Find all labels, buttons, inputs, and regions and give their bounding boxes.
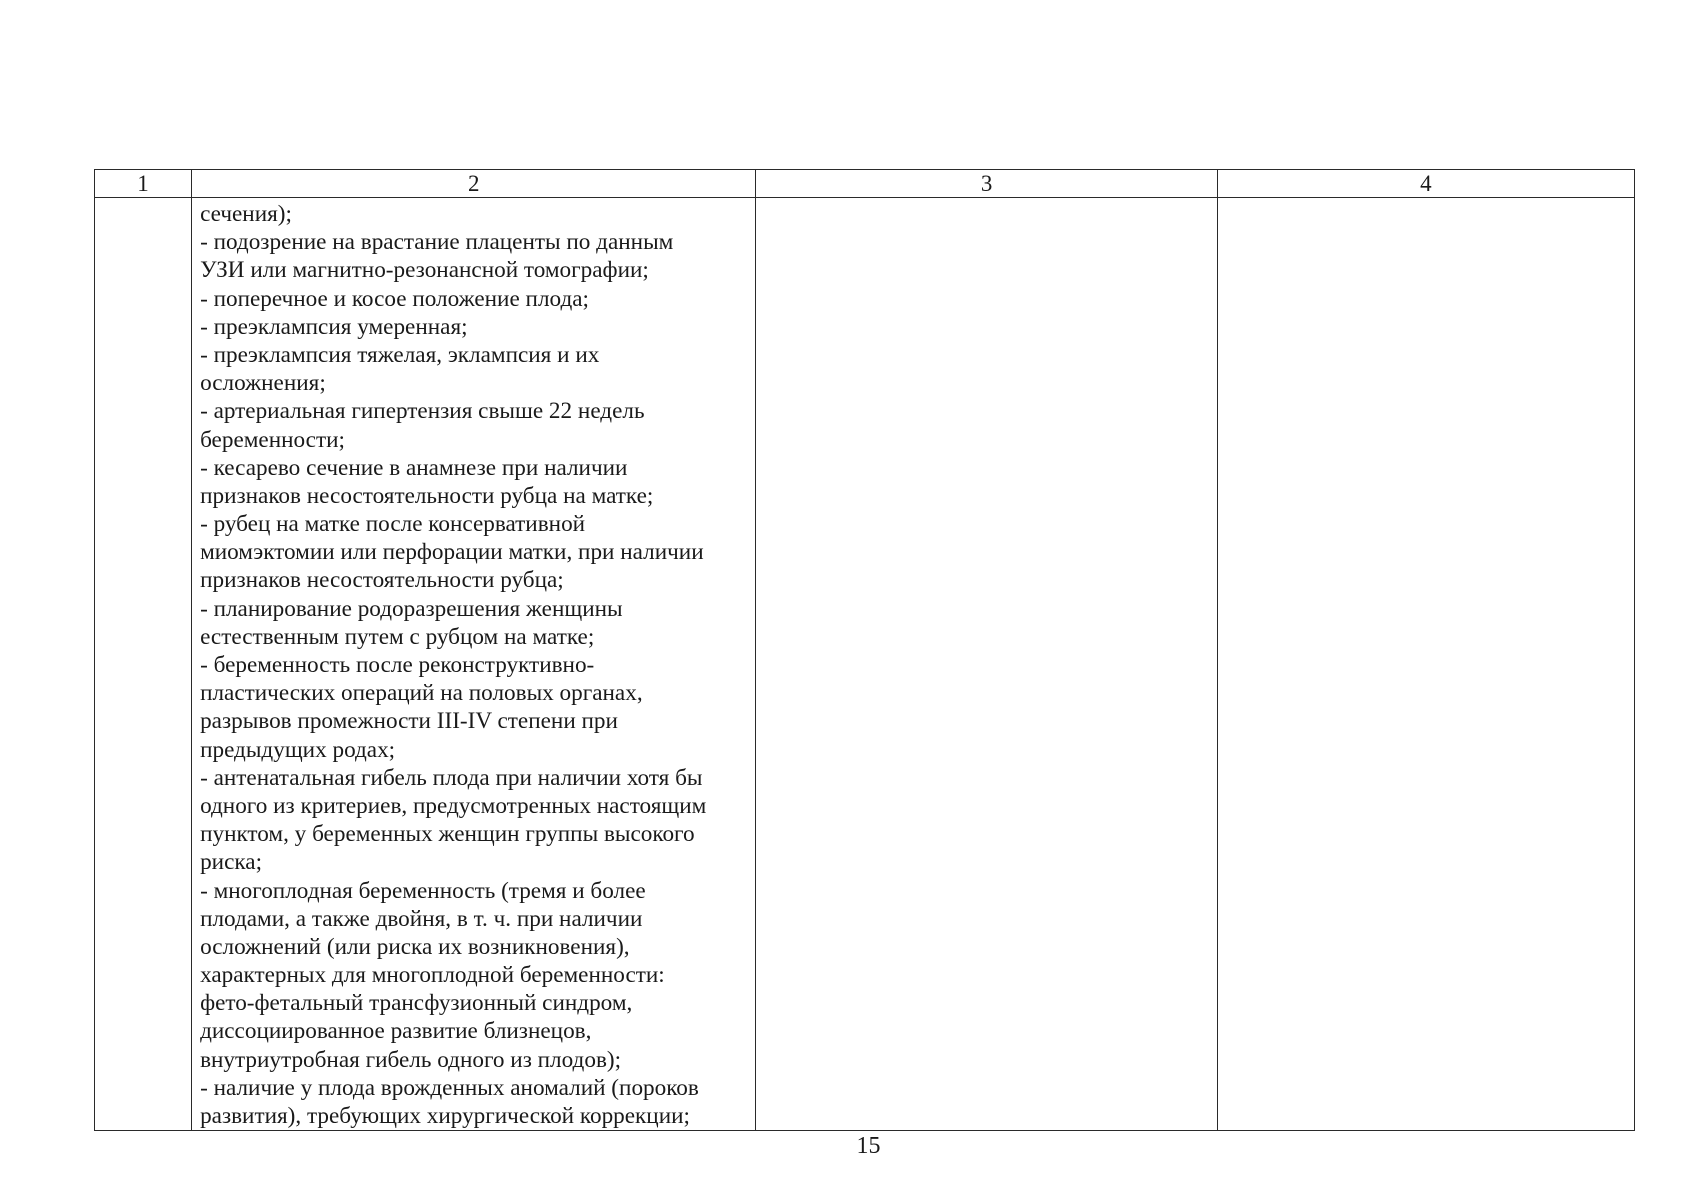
text-line: пластических операций на половых органах,	[200, 680, 643, 707]
column-header-3: 3	[756, 170, 1217, 198]
text-line: - антенатальная гибель плода при наличии хотя бы	[200, 764, 703, 791]
text-line: - поперечное и косое положение плода;	[200, 285, 589, 312]
text-line: плодами, а также двойня, в т. ч. при наличии	[200, 905, 643, 932]
text-line: разрывов промежности III-IV степени при	[200, 708, 618, 735]
text-line: развития), требующих хирургической коррекции;	[200, 1103, 690, 1129]
text-line: риска;	[200, 849, 263, 876]
table-cell-col1	[95, 198, 192, 1131]
table-cell-col4	[1217, 198, 1634, 1131]
text-line: - рубец на матке после консервативной	[200, 511, 586, 538]
text-line: - преэклампсия умеренная;	[200, 313, 468, 340]
column-header-2: 2	[192, 170, 756, 198]
text-line: пунктом, у беременных женщин группы высокого	[200, 821, 695, 848]
text-line: - преэклампсия тяжелая, эклампсия и их	[200, 341, 600, 368]
text-line: одного из критериев, предусмотренных настоящим	[200, 792, 707, 819]
table-cell-col2	[192, 198, 756, 1131]
text-line: - многоплодная беременность (тремя и более	[200, 877, 646, 904]
text-line: признаков несостоятельности рубца на матке;	[200, 482, 654, 509]
text-line: признаков несостоятельности рубца;	[200, 567, 564, 594]
text-line: УЗИ или магнитно-резонансной томографии;	[200, 257, 649, 284]
text-line: характерных для многоплодной беременности:	[200, 962, 665, 989]
text-line: миомэктомии или перфорации матки, при наличии	[200, 539, 704, 566]
table-cell-col3	[756, 198, 1217, 1131]
table-row	[95, 198, 1635, 1131]
text-line: предыдущих родах;	[200, 736, 396, 763]
text-line: сечения);	[200, 201, 292, 227]
text-line: - кесарево сечение в анамнезе при наличии	[200, 454, 628, 481]
text-line: - планирование родоразрешения женщины	[200, 595, 623, 622]
criteria-table	[94, 169, 1635, 1131]
text-line: - подозрение на врастание плаценты по данным	[200, 229, 674, 256]
text-line: - артериальная гипертензия свыше 22 недель	[200, 398, 645, 425]
text-line: диссоциированное развитие близнецов,	[200, 1018, 592, 1045]
table-header-row	[95, 170, 1635, 198]
text-line: - беременность после реконструктивно-	[200, 652, 595, 678]
text-line: беременности;	[200, 426, 345, 453]
text-line: естественным путем с рубцом на матке;	[200, 623, 595, 650]
indications-list	[192, 198, 755, 1130]
text-line: осложнения;	[200, 370, 326, 397]
page-number: 15	[856, 1133, 881, 1159]
text-line: внутриутробная гибель одного из плодов);	[200, 1046, 622, 1073]
text-line: фето-фетальный трансфузионный синдром,	[200, 990, 633, 1017]
text-line: - наличие у плода врожденных аномалий (пороков	[200, 1074, 699, 1101]
column-header-4: 4	[1217, 170, 1634, 198]
text-line: осложнений (или риска их возникновения),	[200, 933, 630, 960]
column-header-1: 1	[95, 170, 192, 198]
